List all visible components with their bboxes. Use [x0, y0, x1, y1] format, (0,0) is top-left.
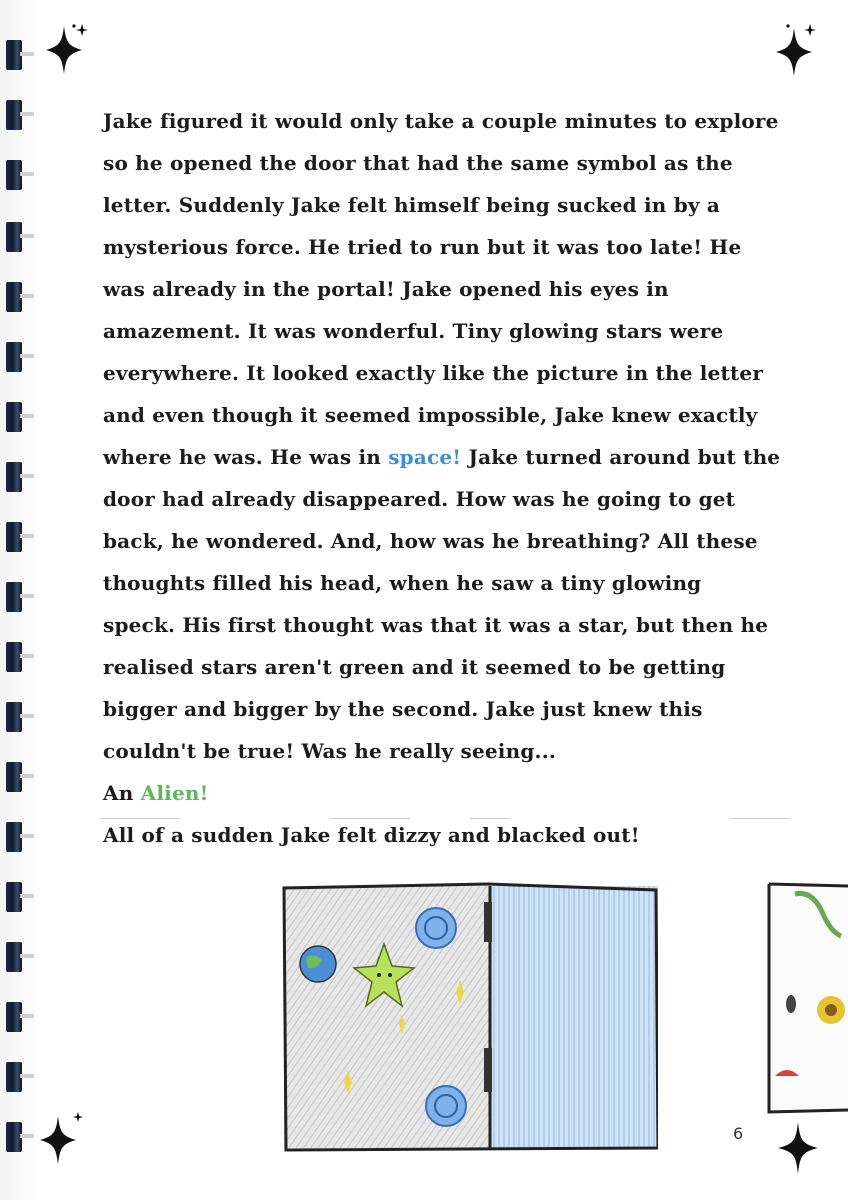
garden-door-drawing: [765, 880, 848, 1116]
binding-ring: [6, 882, 22, 912]
story-line: back, he wondered. And, how was he breathing? All these: [103, 529, 758, 553]
binding-ring: [6, 222, 22, 252]
binding-ring: [6, 822, 22, 852]
story-line: amazement. It was wonderful. Tiny glowing stars were: [103, 319, 724, 343]
binding-ring: [6, 160, 22, 190]
binding-ring: [6, 1062, 22, 1092]
spiral-binding: [0, 0, 40, 1200]
alien-word: Alien!: [140, 781, 209, 805]
story-line: was already in the portal! Jake opened his eyes in: [103, 277, 669, 301]
space-portal-drawing: [278, 880, 658, 1152]
story-line: realised stars aren't green and it seemed to be getting: [103, 655, 726, 679]
story-line: door had already disappeared. How was he going to get: [103, 487, 736, 511]
story-line: speck. His first thought was that it was a star, but then he: [103, 613, 769, 637]
story-text-fragment: Jake turned around but the: [461, 445, 781, 469]
divider: [100, 818, 180, 819]
binding-ring: [6, 402, 22, 432]
alien-prefix: An: [103, 781, 141, 805]
story-text: [103, 100, 783, 856]
divider: [470, 818, 510, 819]
divider: [330, 818, 410, 819]
binding-ring: [6, 702, 22, 732]
binding-ring: [6, 762, 22, 792]
story-line: bigger and bigger by the second. Jake just knew this: [103, 697, 703, 721]
story-text-fragment: where he was. He was in: [103, 445, 389, 469]
binding-ring: [6, 40, 22, 70]
story-line: everywhere. It looked exactly like the picture in the letter: [103, 361, 764, 385]
binding-ring: [6, 522, 22, 552]
alien-line: [103, 772, 783, 814]
binding-ring: [6, 342, 22, 372]
binding-ring: [6, 1122, 22, 1152]
sparkle-star-icon: [40, 20, 96, 76]
binding-ring: [6, 642, 22, 672]
binding-ring: [6, 462, 22, 492]
space-word: space!: [388, 445, 462, 469]
binding-ring: [6, 942, 22, 972]
sparkle-star-icon: [768, 20, 824, 76]
binding-ring: [6, 100, 22, 130]
sparkle-star-icon: [770, 1118, 826, 1174]
story-line-space: [103, 436, 783, 478]
story-line: mysterious force. He tried to run but it was too late! He: [103, 235, 742, 259]
story-line: couldn't be true! Was he really seeing...: [103, 739, 557, 763]
story-line: thoughts filled his head, when he saw a tiny glowing: [103, 571, 702, 595]
story-line: letter. Suddenly Jake felt himself being sucked in by a: [103, 193, 721, 217]
story-line: Jake figured it would only take a couple minutes to explore: [103, 109, 779, 133]
closing-line: All of a sudden Jake felt dizzy and blacked out!: [103, 823, 640, 847]
sparkle-star-icon: [30, 1110, 86, 1166]
story-line: and even though it seemed impossible, Jake knew exactly: [103, 403, 758, 427]
divider: [730, 818, 790, 819]
binding-ring: [6, 1002, 22, 1032]
story-line: so he opened the door that had the same symbol as the: [103, 151, 733, 175]
binding-ring: [6, 282, 22, 312]
page-number: 6: [733, 1124, 744, 1143]
binding-ring: [6, 582, 22, 612]
